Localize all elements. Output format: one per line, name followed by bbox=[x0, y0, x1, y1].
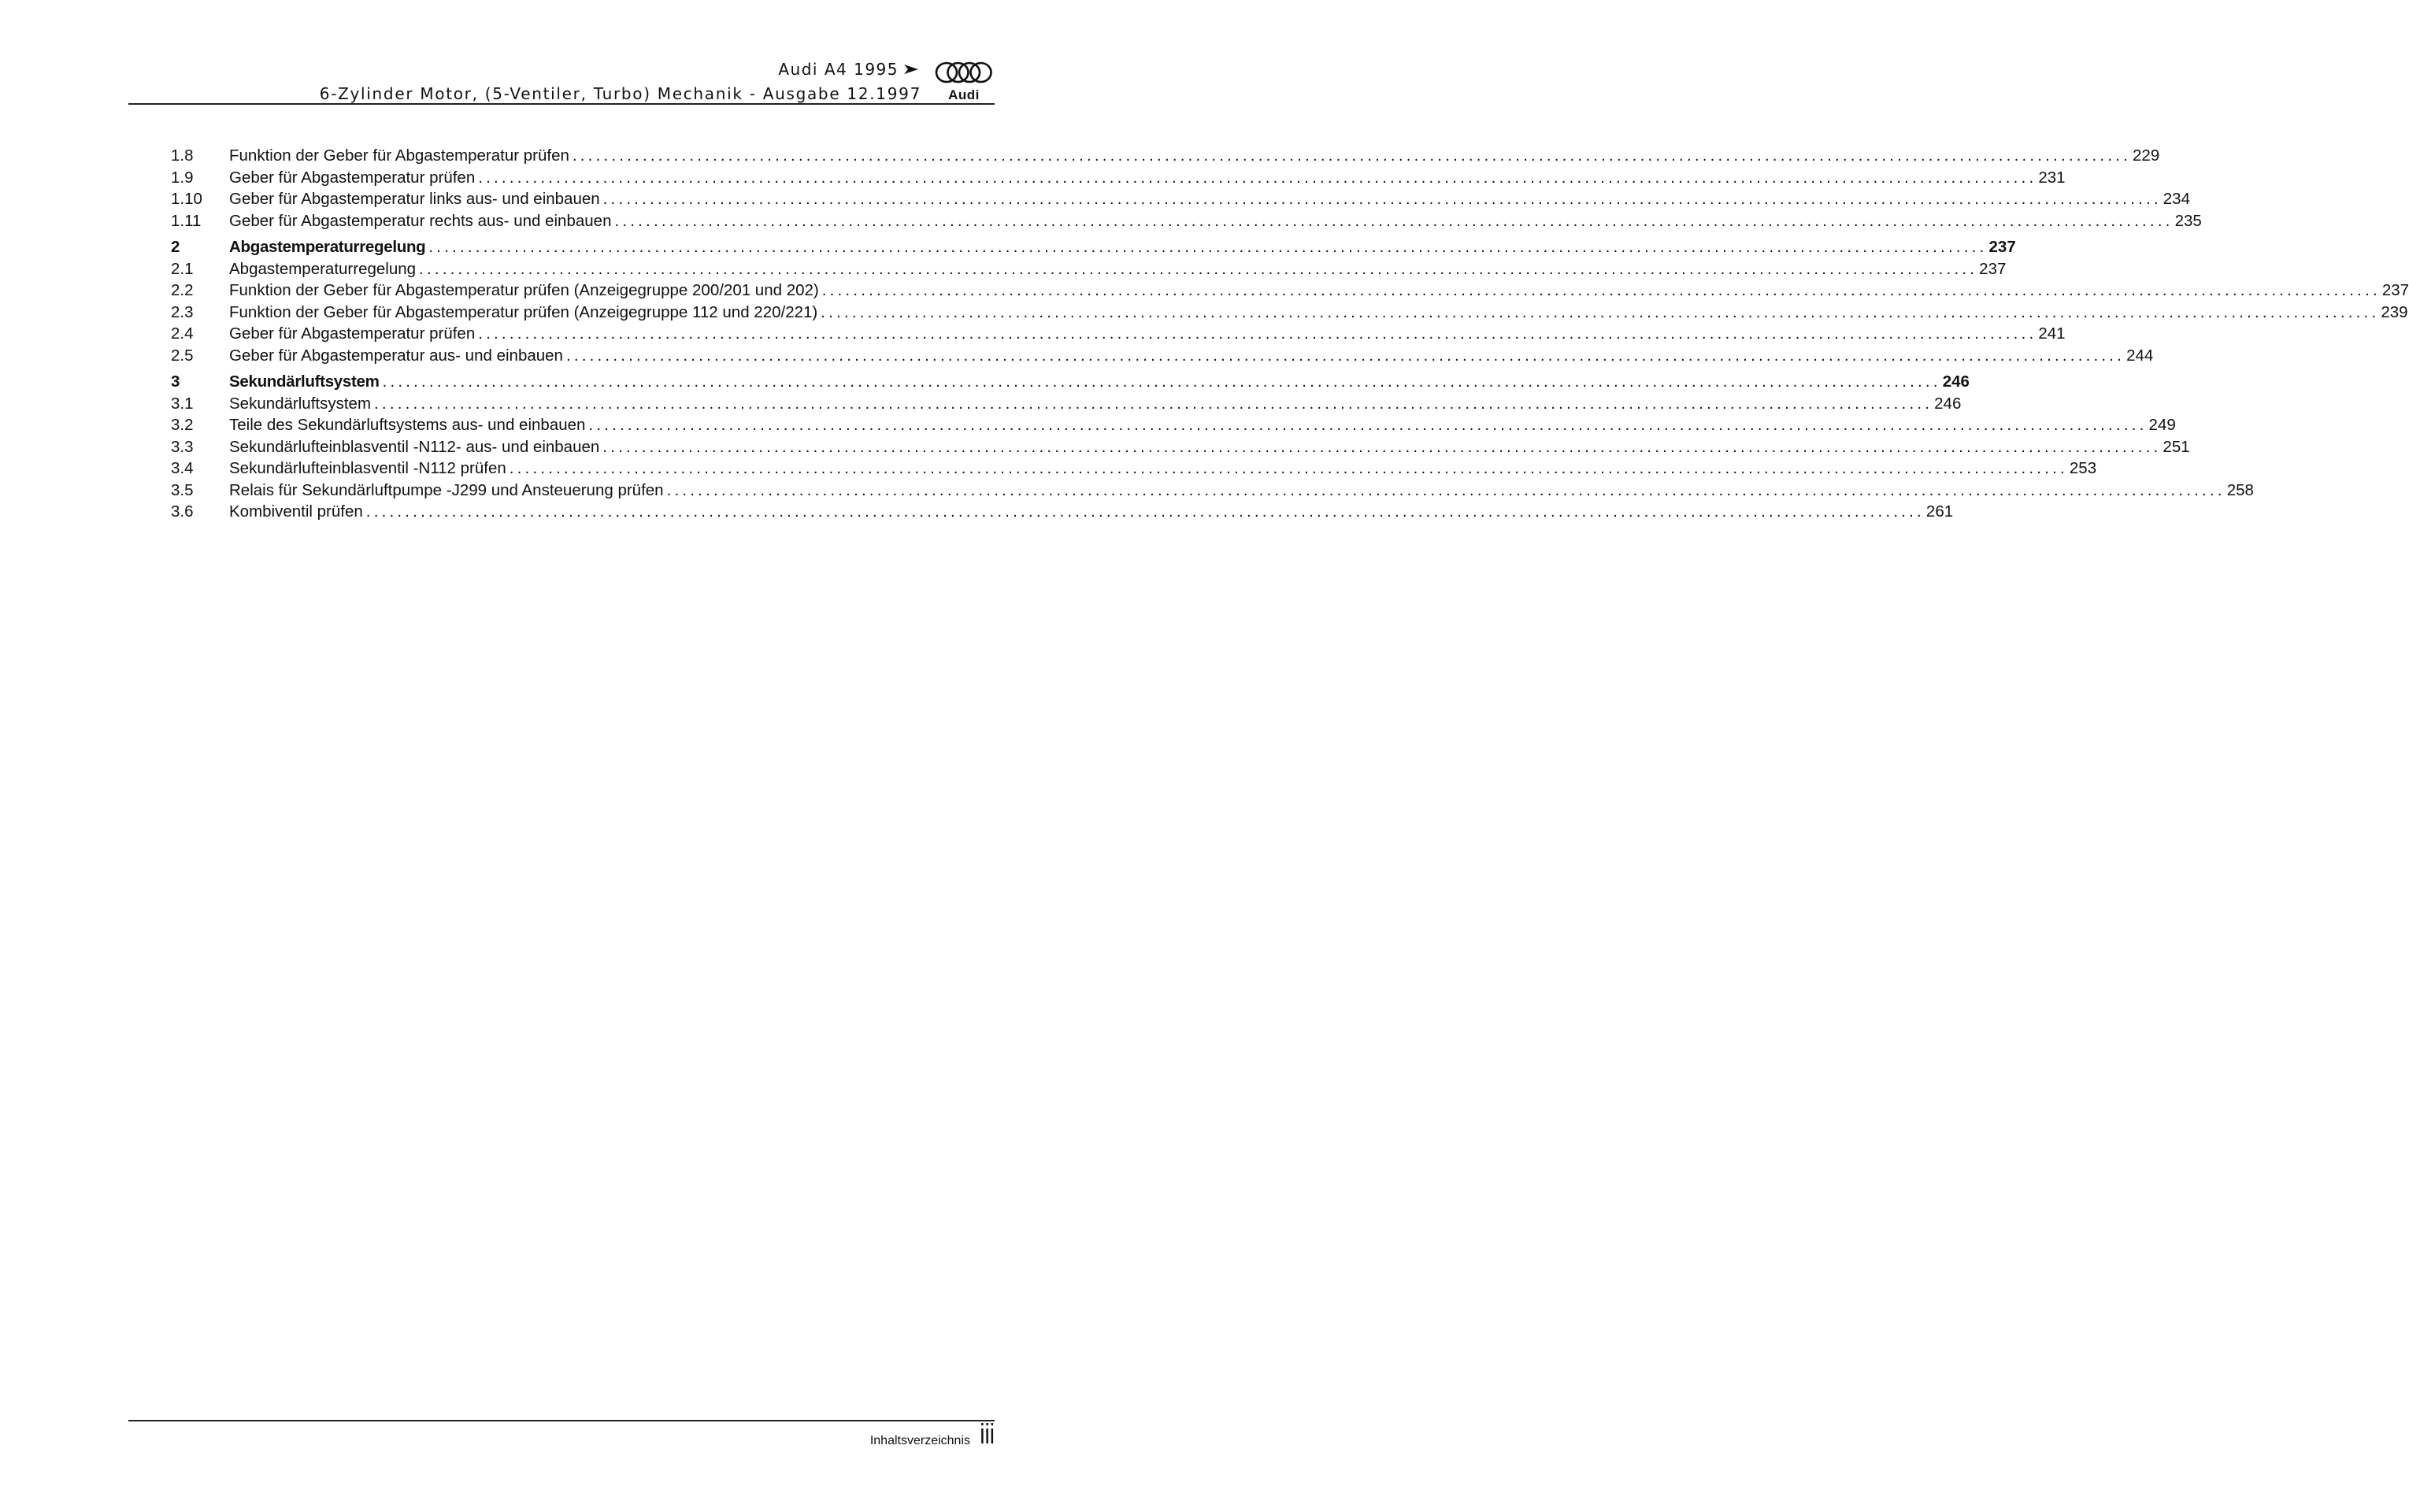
toc-entry-title: Kombiventil prüfen bbox=[229, 501, 366, 523]
toc-entry[interactable] bbox=[171, 323, 2066, 345]
toc-entry-number: 3.2 bbox=[171, 416, 194, 434]
toc-entry-body bbox=[229, 371, 1970, 393]
toc-entry-body bbox=[229, 436, 2190, 458]
toc-entry-title: Geber für Abgastemperatur rechts aus- und einbauen bbox=[229, 210, 614, 232]
toc-entry-title: Sekundärlufteinblasventil -N112- aus- und einbauen bbox=[229, 436, 602, 458]
toc-entry-title: Funktion der Geber für Abgastemperatur prüfen bbox=[229, 145, 573, 167]
toc-entry-title: Funktion der Geber für Abgastemperatur prüfen (Anzeigegruppe 112 und 220/221) bbox=[229, 302, 821, 324]
toc-entry-title: Sekundärluftsystem bbox=[229, 371, 383, 393]
table-of-contents bbox=[171, 145, 2409, 523]
toc-entry-page: 251 bbox=[2161, 436, 2189, 458]
dot-leader: ........................................................................................................................................................................................................ bbox=[374, 394, 1933, 413]
header-divider bbox=[128, 103, 995, 105]
toc-entry[interactable] bbox=[171, 145, 2160, 167]
dot-leader: ........................................................................................................................................................................................................ bbox=[565, 346, 2125, 365]
toc-entry[interactable] bbox=[171, 393, 1962, 415]
toc-entry-number: 3.6 bbox=[171, 502, 194, 521]
toc-entry-body bbox=[229, 167, 2066, 189]
toc-entry-page: 261 bbox=[1925, 501, 1953, 523]
toc-entry-page: 249 bbox=[2148, 414, 2176, 436]
toc-entry-body bbox=[229, 458, 2097, 480]
toc-entry-page: 234 bbox=[2162, 188, 2190, 210]
toc-entry-number: 1.9 bbox=[171, 168, 194, 187]
toc-entry-title: Abgastemperaturregelung bbox=[229, 236, 428, 258]
toc-entry[interactable] bbox=[171, 280, 2409, 302]
toc-entry-page: 237 bbox=[1977, 258, 2006, 280]
toc-entry-page: 253 bbox=[2068, 458, 2096, 480]
toc-entry-title: Abgastemperaturregelung bbox=[229, 258, 419, 280]
dot-leader: ........................................................................................................................................................................................................ bbox=[666, 480, 2226, 499]
audi-logo bbox=[933, 60, 995, 107]
toc-entry-page: 239 bbox=[2379, 302, 2407, 324]
toc-entry-number: 3.5 bbox=[171, 480, 194, 499]
toc-entry-page: 237 bbox=[1988, 236, 2016, 258]
dot-leader: ........................................................................................................................................................................................................ bbox=[382, 372, 1941, 391]
toc-entry-number: 2.3 bbox=[171, 302, 194, 321]
toc-entry-body bbox=[229, 501, 1954, 523]
toc-entry[interactable] bbox=[171, 436, 2190, 458]
toc-entry[interactable] bbox=[171, 458, 2097, 480]
toc-entry-title: Sekundärlufteinblasventil -N112 prüfen bbox=[229, 458, 510, 480]
toc-entry-page: 246 bbox=[1933, 393, 1961, 415]
toc-entry-title: Funktion der Geber für Abgastemperatur prüfen (Anzeigegruppe 200/201 und 202) bbox=[229, 280, 822, 302]
toc-entry-page: 235 bbox=[2174, 210, 2202, 232]
toc-chapter-entry[interactable] bbox=[171, 236, 2016, 258]
dot-leader: ........................................................................................................................................................................................................ bbox=[821, 281, 2381, 299]
toc-entry-number: 2.1 bbox=[171, 259, 194, 278]
dot-leader: ........................................................................................................................................................................................................ bbox=[478, 324, 2037, 343]
toc-entry[interactable] bbox=[171, 188, 2190, 210]
toc-entry-title: Geber für Abgastemperatur links aus- und einbauen bbox=[229, 188, 603, 210]
toc-entry-page: 237 bbox=[2381, 280, 2409, 302]
toc-entry-body bbox=[229, 188, 2190, 210]
toc-entry-number: 3 bbox=[171, 372, 180, 391]
toc-entry-page: 241 bbox=[2037, 323, 2065, 345]
dot-leader: ........................................................................................................................................................................................................ bbox=[419, 259, 1978, 278]
toc-entry-body bbox=[229, 480, 2254, 502]
toc-entry-page: 231 bbox=[2037, 167, 2065, 189]
toc-entry-number: 2.5 bbox=[171, 346, 194, 365]
toc-entry-page: 229 bbox=[2131, 145, 2159, 167]
toc-entry-body bbox=[229, 210, 2202, 232]
toc-entry-number: 2 bbox=[171, 238, 180, 256]
toc-entry-title: Geber für Abgastemperatur aus- und einbauen bbox=[229, 345, 566, 367]
toc-entry-page: 258 bbox=[2226, 480, 2254, 502]
toc-entry-body bbox=[229, 302, 2408, 324]
footer-page-number: iii bbox=[980, 1418, 995, 1450]
toc-entry-body bbox=[229, 323, 2066, 345]
toc-entry[interactable] bbox=[171, 345, 2154, 367]
dot-leader: ........................................................................................................................................................................................................ bbox=[614, 211, 2174, 230]
toc-entry-number: 2.2 bbox=[171, 281, 194, 299]
toc-entry-body bbox=[229, 258, 2007, 280]
header-model: Audi A4 1995 bbox=[778, 60, 899, 79]
dot-leader: ........................................................................................................................................................................................................ bbox=[509, 459, 2068, 477]
toc-entry-number: 2.4 bbox=[171, 324, 194, 343]
footer-label: Inhaltsverzeichnis bbox=[869, 1434, 970, 1447]
toc-entry-page: 244 bbox=[2125, 345, 2153, 367]
svg-text:Audi: Audi bbox=[948, 87, 980, 102]
toc-entry-body bbox=[229, 236, 2016, 258]
toc-entry-title: Relais für Sekundärluftpumpe -J299 und Ansteuerung prüfen bbox=[229, 480, 667, 502]
toc-entry-title: Geber für Abgastemperatur prüfen bbox=[229, 323, 478, 345]
dot-leader: ........................................................................................................................................................................................................ bbox=[478, 168, 2037, 187]
toc-entry-number: 3.4 bbox=[171, 459, 194, 477]
toc-entry[interactable] bbox=[171, 501, 1954, 523]
page-header bbox=[128, 60, 995, 107]
toc-entry-number: 1.8 bbox=[171, 146, 194, 165]
toc-entry-body bbox=[229, 280, 2409, 302]
footer-divider bbox=[128, 1420, 995, 1421]
toc-entry[interactable] bbox=[171, 210, 2202, 232]
toc-entry-title: Geber für Abgastemperatur prüfen bbox=[229, 167, 478, 189]
toc-entry-number: 1.10 bbox=[171, 190, 202, 208]
toc-entry-body bbox=[229, 345, 2154, 367]
dot-leader: ........................................................................................................................................................................................................ bbox=[821, 302, 2380, 321]
dot-leader: ........................................................................................................................................................................................................ bbox=[602, 190, 2162, 208]
dot-leader: ........................................................................................................................................................................................................ bbox=[572, 146, 2132, 165]
toc-entry-number: 3.3 bbox=[171, 437, 194, 456]
right-arrow-icon bbox=[903, 61, 919, 77]
toc-entry-title: Sekundärluftsystem bbox=[229, 393, 374, 415]
dot-leader: ........................................................................................................................................................................................................ bbox=[428, 238, 1988, 256]
toc-entry[interactable] bbox=[171, 480, 2254, 502]
toc-entry-number: 1.11 bbox=[171, 211, 202, 230]
toc-entry-body bbox=[229, 145, 2160, 167]
dot-leader: ........................................................................................................................................................................................................ bbox=[365, 502, 1925, 521]
toc-entry[interactable] bbox=[171, 302, 2408, 324]
dot-leader: ........................................................................................................................................................................................................ bbox=[588, 416, 2148, 434]
toc-entry[interactable] bbox=[171, 414, 2176, 436]
toc-chapter-entry[interactable] bbox=[171, 371, 1970, 393]
toc-entry-page: 246 bbox=[1941, 371, 1970, 393]
toc-entry[interactable] bbox=[171, 167, 2066, 189]
dot-leader: ........................................................................................................................................................................................................ bbox=[602, 437, 2162, 456]
toc-entry-title: Teile des Sekundärluftsystems aus- und einbauen bbox=[229, 414, 588, 436]
header-subtitle: 6-Zylinder Motor, (5-Ventiler, Turbo) Mechanik - Ausgabe 12.1997 bbox=[319, 84, 921, 103]
toc-entry-number: 3.1 bbox=[171, 394, 194, 413]
toc-entry-body bbox=[229, 393, 1962, 415]
toc-entry-body bbox=[229, 414, 2176, 436]
toc-entry[interactable] bbox=[171, 258, 2007, 280]
